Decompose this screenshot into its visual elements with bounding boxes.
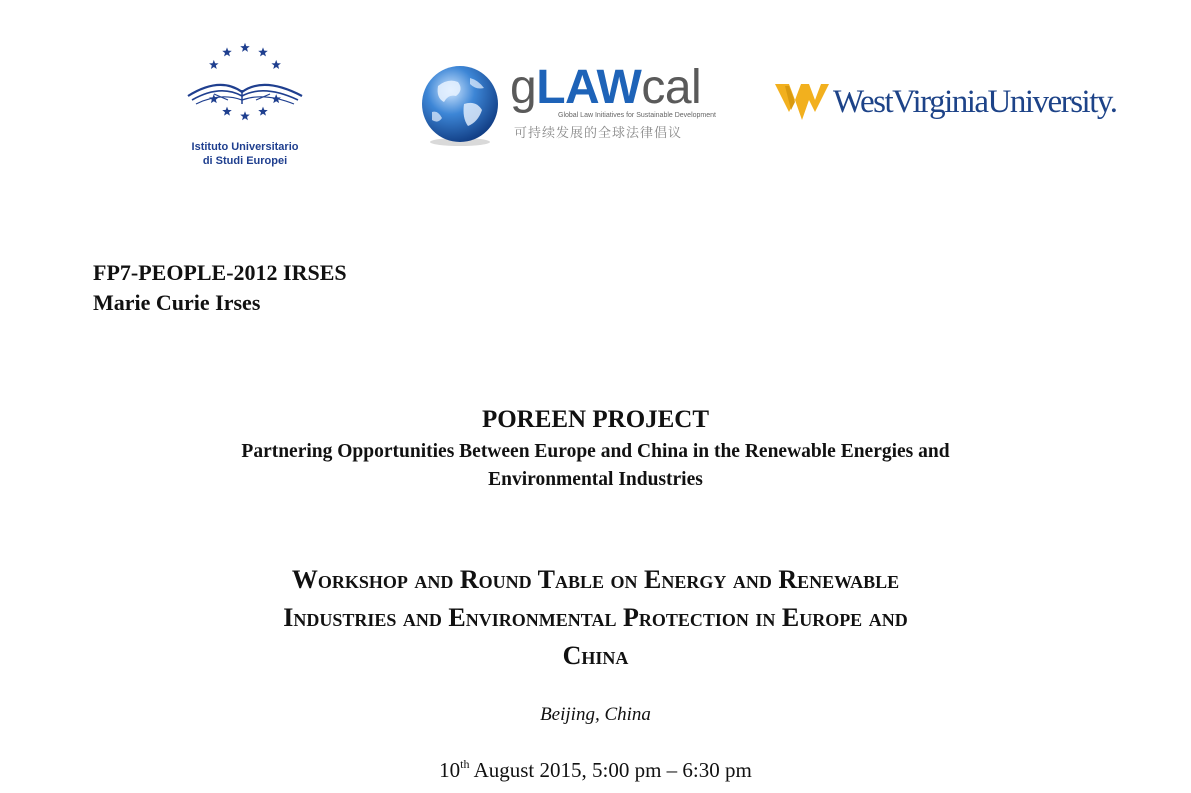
glawcal-logo <box>418 60 738 150</box>
wv-flying-icon <box>775 80 829 130</box>
project-title: POREEN PROJECT <box>481 406 710 433</box>
program-header <box>93 258 347 318</box>
emblem-star-icon <box>240 43 250 52</box>
emblem-star-icon <box>258 47 268 56</box>
iuse-name-line2: di Studi Europei <box>202 155 288 167</box>
program-name: Marie Curie Irses <box>93 290 261 315</box>
glawcal-chinese-tagline: 可持续发展的全球法律倡议 <box>514 126 683 141</box>
emblem-star-icon <box>271 60 281 69</box>
emblem-star-icon <box>222 107 232 116</box>
emblem-star-icon <box>258 107 268 116</box>
wvu-wordmark: WestVirginiaUniversity. <box>833 84 1117 120</box>
iuse-name-line1: Istituto Universitario <box>191 141 299 153</box>
iuse-emblem-icon <box>180 38 310 138</box>
iuse-logo <box>180 38 310 173</box>
event-date-time: August 2015, 5:00 pm – 6:30 pm <box>469 758 752 782</box>
emblem-star-icon <box>222 47 232 56</box>
event-location: Beijing, China <box>540 704 651 725</box>
workshop-title-line1: Workshop and Round Table on Energy and Renewable <box>291 565 900 594</box>
emblem-star-icon <box>209 60 219 69</box>
workshop-title-line2: Industries and Environmental Protection in Europe and <box>283 603 908 632</box>
event-date <box>0 755 1191 785</box>
globe-icon <box>418 64 502 148</box>
event-day: 10 <box>439 758 461 782</box>
wvu-logo <box>775 80 1155 132</box>
glawcal-prefix: g <box>510 61 537 114</box>
emblem-star-icon <box>240 111 250 120</box>
project-subtitle-line2: Environmental Industries <box>488 469 703 490</box>
project-subtitle-line1: Partnering Opportunities Between Europe and China in the Renewable Energies and <box>241 441 950 462</box>
glawcal-wordmark <box>510 62 701 114</box>
program-code: FP7-PEOPLE-2012 IRSES <box>93 260 347 285</box>
event-day-suffix: th <box>460 757 470 771</box>
glawcal-suffix: cal <box>641 61 702 114</box>
glawcal-law: LAW <box>536 61 642 114</box>
workshop-title <box>0 561 1191 675</box>
glawcal-tagline: Global Law Initiatives for Sustainable Development <box>558 112 716 119</box>
project-subtitle <box>0 438 1191 494</box>
workshop-title-line3: China <box>562 641 629 670</box>
